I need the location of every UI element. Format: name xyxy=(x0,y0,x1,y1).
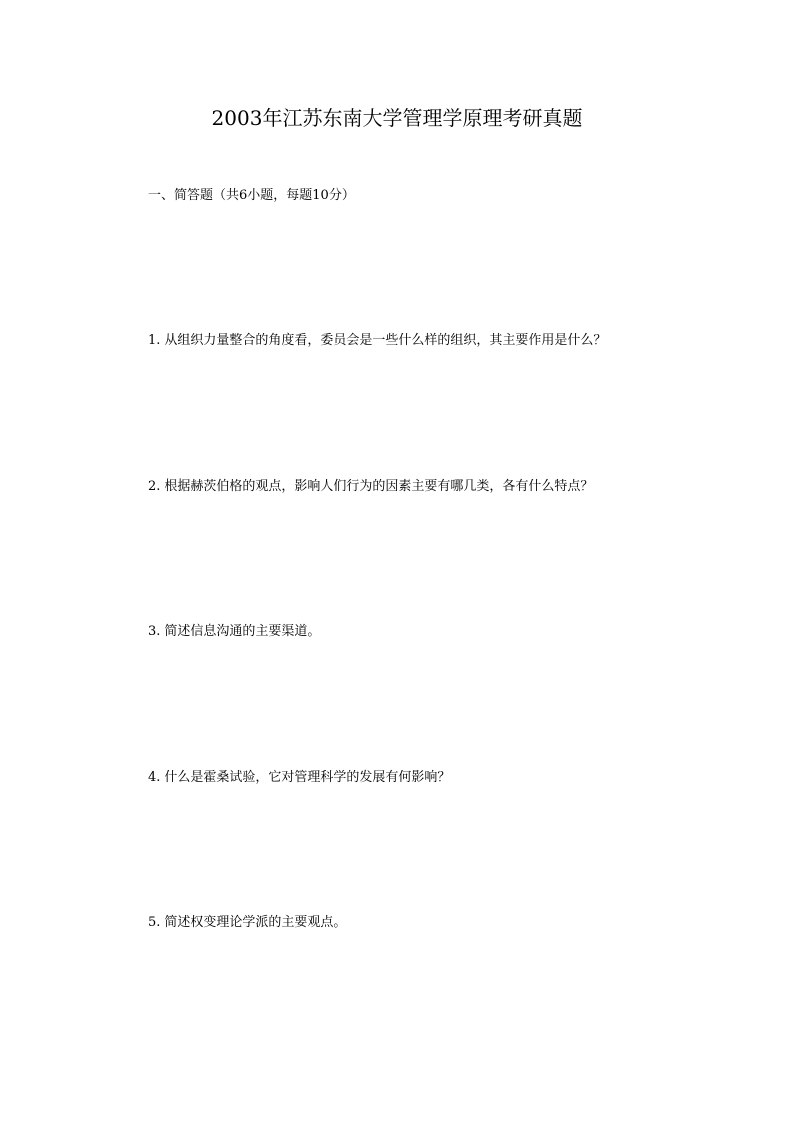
question-text: 从组织力量整合的角度看，委员会是一些什么样的组织，其主要作用是什么？ xyxy=(164,333,607,348)
question-number: 2. xyxy=(148,479,161,494)
question-number: 1. xyxy=(148,333,161,348)
question-number: 4. xyxy=(148,770,161,785)
question-4 xyxy=(148,768,450,788)
question-3 xyxy=(148,622,320,642)
question-text: 简述信息沟通的主要渠道。 xyxy=(164,624,321,639)
page-title: 2003年江苏东南大学管理学原理考研真题 xyxy=(211,106,583,130)
question-text: 简述权变理论学派的主要观点。 xyxy=(164,915,347,930)
question-number: 5. xyxy=(148,915,161,930)
question-number: 3. xyxy=(148,624,161,639)
question-1 xyxy=(148,331,606,351)
question-text: 根据赫茨伯格的观点，影响人们行为的因素主要有哪几类，各有什么特点？ xyxy=(164,479,594,494)
section-heading: 一、简答题（共6小题，每题10分） xyxy=(148,188,355,203)
question-text: 什么是霍桑试验，它对管理科学的发展有何影响？ xyxy=(164,770,451,785)
question-5 xyxy=(148,913,346,933)
question-2 xyxy=(148,477,593,497)
